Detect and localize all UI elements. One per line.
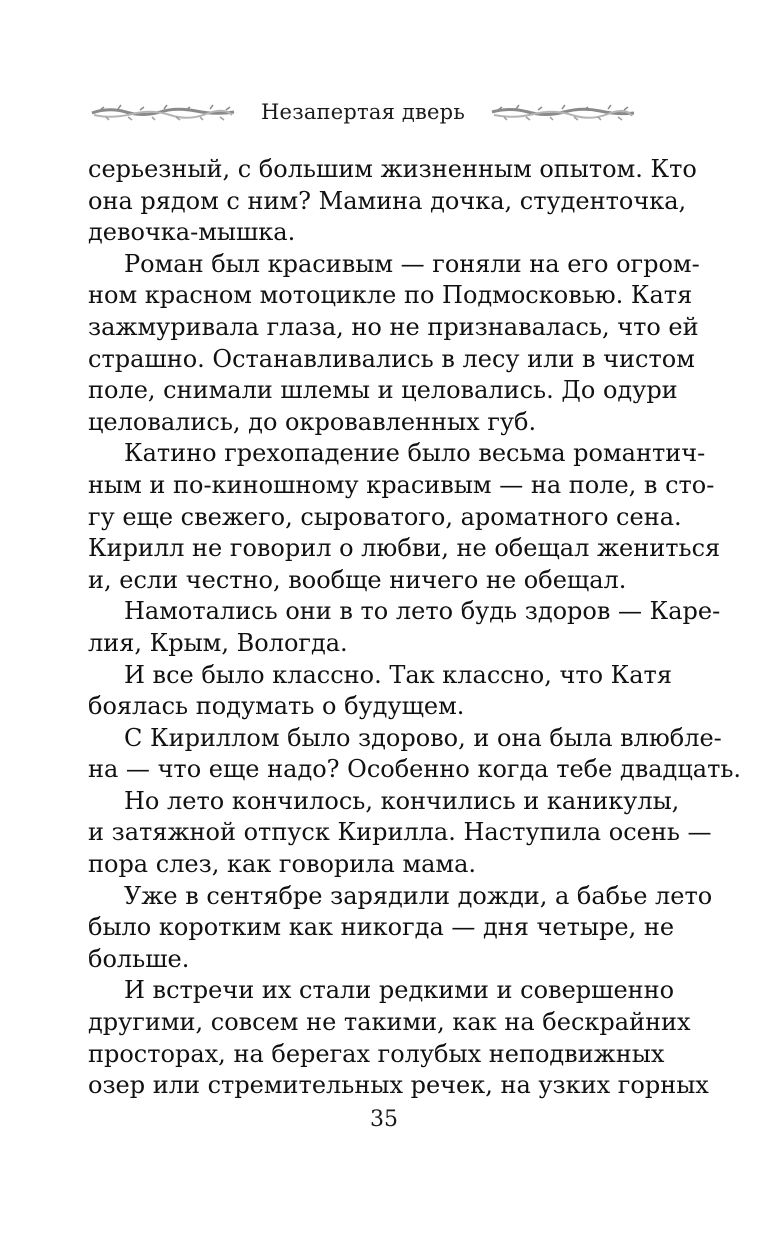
text-line: ным и по-киношному красивым — на поле, в сто- <box>88 470 715 499</box>
text-line: серьезный, с большим жизненным опытом. Кто <box>88 155 697 183</box>
text-line: С Кириллом было здорово, и она была влюбле- <box>124 723 722 752</box>
text-line: было коротким как никогда — дня четыре, не <box>88 913 675 942</box>
text-line: она рядом с ним? Мамина дочка, студенточка, <box>88 186 687 215</box>
text-line: Роман был красивым — гоняли на его огром- <box>124 249 700 278</box>
text-line: и, если честно, вообще ничего не обещал. <box>88 565 627 594</box>
paragraph <box>88 786 712 881</box>
ornament-right-icon <box>488 101 638 123</box>
running-title: Незапертая дверь <box>261 100 465 124</box>
paragraph <box>88 438 721 596</box>
body-text <box>88 154 742 1102</box>
text-line: девочка-мышка. <box>88 218 296 247</box>
text-line: И встречи их стали редкими и совершенно <box>124 976 675 1005</box>
text-line: боялась подумать о будущем. <box>88 692 465 721</box>
text-line: Уже в сентябре зарядили дожди, а бабье лето <box>124 881 713 910</box>
page-number: 35 <box>370 1107 398 1132</box>
paragraph <box>88 154 697 249</box>
text-line: Катино грехопадение было весьма романтич- <box>124 439 706 468</box>
text-line: целовались, до окровавленных губ. <box>88 407 537 436</box>
running-header <box>88 92 638 132</box>
text-line: страшно. Останавливались в лесу или в чистом <box>88 344 695 373</box>
text-line: И все было классно. Так классно, что Катя <box>124 660 672 689</box>
ornament-left-icon <box>88 101 238 123</box>
text-line: зажмуривала глаза, но не признавалась, что ей <box>88 312 699 341</box>
text-line: озер или стремительных речек, на узких горных <box>88 1071 709 1100</box>
text-line: Кирилл не говорил о любви, не обещал жениться <box>88 534 721 563</box>
paragraph <box>88 881 713 976</box>
text-line: просторах, на берегах голубых неподвижных <box>88 1039 665 1068</box>
text-line: гу еще свежего, сыроватого, ароматного сена. <box>88 502 682 531</box>
text-line: лия, Крым, Вологда. <box>88 628 348 657</box>
text-line: другими, совсем не такими, как на бескрайних <box>88 1008 691 1037</box>
text-line: поле, снимали шлемы и целовались. До одури <box>88 376 678 405</box>
text-line: ном красном мотоцикле по Подмосковью. Катя <box>88 281 693 310</box>
paragraph <box>88 723 742 786</box>
text-line: Намотались они в то лето будь здоров — Каре- <box>124 597 721 626</box>
paragraph <box>88 660 672 723</box>
paragraph <box>88 975 709 1101</box>
text-line: больше. <box>88 944 190 973</box>
text-line: пора слез, как говорила мама. <box>88 850 477 879</box>
paragraph <box>88 596 721 659</box>
text-line: Но лето кончилось, кончились и каникулы, <box>124 786 680 815</box>
paragraph <box>88 249 700 439</box>
text-line: и затяжной отпуск Кирилла. Наступила осень — <box>88 818 712 847</box>
text-line: на — что еще надо? Особенно когда тебе двадцать. <box>88 755 742 784</box>
